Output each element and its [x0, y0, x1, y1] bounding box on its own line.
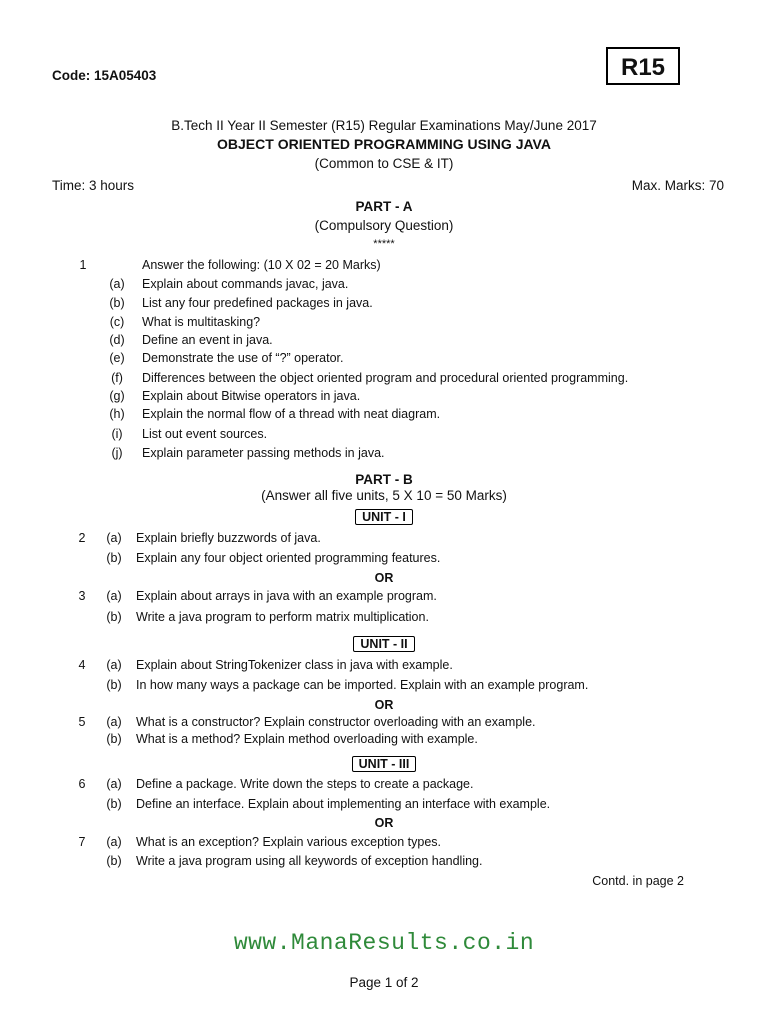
unit-heading	[0, 509, 768, 525]
item-label: (b)	[106, 732, 122, 746]
item-label: (b)	[106, 797, 122, 811]
question-text: Explain any four object oriented programming features.	[136, 551, 441, 565]
item-label: (b)	[106, 678, 122, 692]
question-text: Explain about commands javac, java.	[142, 277, 349, 291]
item-label: (d)	[109, 333, 125, 347]
item-label: (i)	[111, 427, 123, 441]
or-separator: OR	[374, 571, 394, 585]
question-text: Demonstrate the use of “?” operator.	[142, 351, 344, 365]
question-number: 2	[78, 531, 86, 545]
question-text: Explain parameter passing methods in java.	[142, 446, 385, 460]
or-separator: OR	[374, 698, 394, 712]
exam-title: B.Tech II Year II Semester (R15) Regular Examinations May/June 2017	[171, 118, 597, 133]
question-text: What is a method? Explain method overloading with example.	[136, 732, 478, 746]
item-label: (f)	[111, 371, 123, 385]
question-text: What is an exception? Explain various exception types.	[136, 835, 442, 849]
question-text: List out event sources.	[142, 427, 268, 441]
question-text: Write a java program using all keywords of exception handling.	[136, 854, 483, 868]
item-label: (b)	[106, 551, 122, 565]
question-text: Explain briefly buzzwords of java.	[136, 531, 321, 545]
question-text: Define an event in java.	[142, 333, 273, 347]
question-number: 1	[79, 258, 87, 272]
question-number: 7	[78, 835, 86, 849]
part-b-title: PART - B	[355, 472, 413, 487]
item-label: (b)	[106, 610, 122, 624]
continued-note: Contd. in page 2	[592, 874, 684, 888]
part-b-subtitle: (Answer all five units, 5 X 10 = 50 Marks)	[261, 488, 507, 503]
unit-title: UNIT - II	[353, 636, 414, 652]
question-text: Define a package. Write down the steps to create a package.	[136, 777, 474, 791]
question-number: 5	[78, 715, 86, 729]
question-paper-code: Code: 15A05403	[52, 68, 157, 83]
question-number: 4	[78, 658, 86, 672]
separator-stars: *****	[373, 238, 395, 250]
item-label: (b)	[106, 854, 122, 868]
item-label: (h)	[109, 407, 125, 421]
question-number: 3	[78, 589, 86, 603]
part-a-intro: Answer the following: (10 X 02 = 20 Marks)	[142, 258, 381, 272]
question-text: Explain about Bitwise operators in java.	[142, 389, 361, 403]
item-label: (c)	[109, 315, 125, 329]
item-label: (a)	[106, 835, 122, 849]
or-separator: OR	[374, 816, 394, 830]
watermark-url: www.ManaResults.co.in	[233, 930, 535, 956]
max-marks: Max. Marks: 70	[631, 178, 724, 193]
item-label: (g)	[109, 389, 125, 403]
unit-title: UNIT - III	[352, 756, 417, 772]
exam-duration: Time: 3 hours	[52, 178, 135, 193]
question-number: 6	[78, 777, 86, 791]
question-text: What is a constructor? Explain constructor overloading with an example.	[136, 715, 536, 729]
unit-heading	[0, 756, 768, 772]
question-text: Explain about StringTokenizer class in java with example.	[136, 658, 453, 672]
part-a-subtitle: (Compulsory Question)	[314, 218, 454, 233]
question-text: Explain the normal flow of a thread with neat diagram.	[142, 407, 441, 421]
regulation-badge: R15	[606, 47, 680, 85]
item-label: (b)	[109, 296, 125, 310]
part-a-title: PART - A	[355, 199, 413, 214]
item-label: (j)	[111, 446, 123, 460]
question-text: Write a java program to perform matrix multiplication.	[136, 610, 429, 624]
item-label: (a)	[106, 589, 122, 603]
subject-title: OBJECT ORIENTED PROGRAMMING USING JAVA	[217, 136, 551, 152]
question-text: Explain about arrays in java with an example program.	[136, 589, 437, 603]
page-number: Page 1 of 2	[349, 975, 419, 990]
unit-title: UNIT - I	[355, 509, 413, 525]
item-label: (a)	[106, 658, 122, 672]
branches-note: (Common to CSE & IT)	[314, 156, 454, 171]
question-text: Define an interface. Explain about implementing an interface with example.	[136, 797, 551, 811]
item-label: (e)	[109, 351, 125, 365]
question-text: In how many ways a package can be imported. Explain with an example program.	[136, 678, 589, 692]
question-text: What is multitasking?	[142, 315, 261, 329]
item-label: (a)	[106, 531, 122, 545]
item-label: (a)	[109, 277, 125, 291]
question-text: List any four predefined packages in java.	[142, 296, 373, 310]
question-text: Differences between the object oriented program and procedural oriented programming.	[142, 371, 629, 385]
item-label: (a)	[106, 715, 122, 729]
unit-heading	[0, 636, 768, 652]
item-label: (a)	[106, 777, 122, 791]
